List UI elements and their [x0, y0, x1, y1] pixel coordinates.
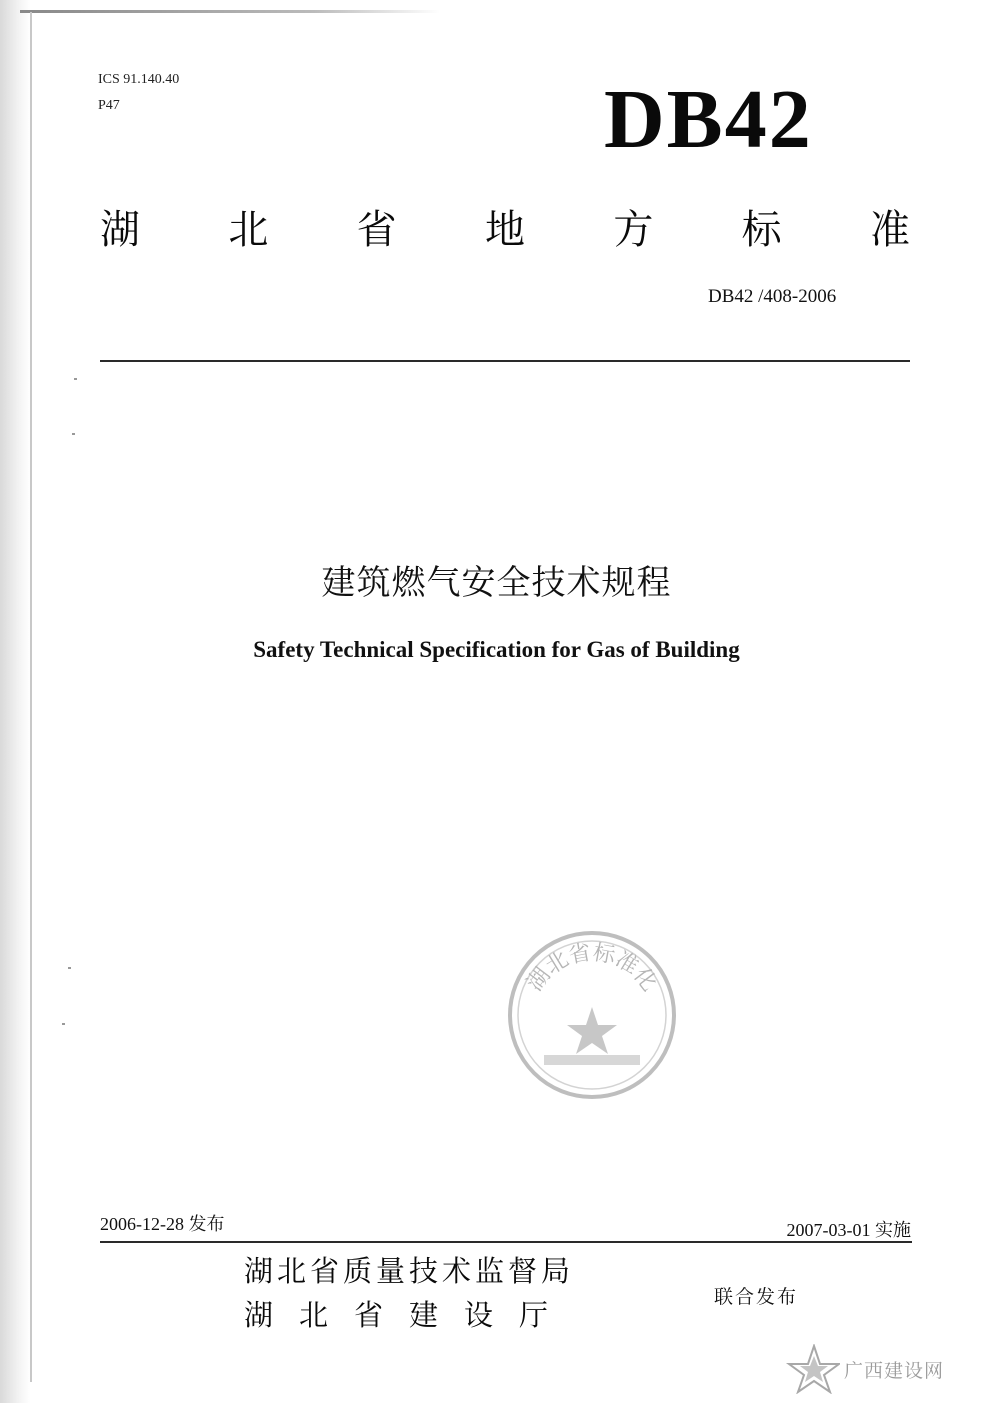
- standard-code-mark: DB42: [604, 73, 813, 166]
- standard-type-char: 准: [869, 207, 910, 253]
- effective-date: 2007-03-01 实施: [786, 1220, 911, 1240]
- standard-type-heading: [100, 198, 910, 255]
- standard-type-char: 省: [356, 207, 397, 253]
- publisher-construction-dept: 湖北省建设厅: [244, 1298, 575, 1332]
- standard-type-char: 湖: [100, 207, 140, 253]
- ics-code: ICS 91.140.40: [98, 72, 180, 87]
- scan-speck: [68, 967, 71, 969]
- joint-issue-label: 联合发布: [714, 1286, 799, 1308]
- standard-type-char: 方: [613, 207, 654, 253]
- star-logo-icon: [784, 1344, 840, 1394]
- scan-edge-top: [20, 10, 440, 13]
- standard-type-char: 地: [484, 207, 525, 253]
- standard-type-char: 北: [228, 207, 269, 253]
- publisher-quality-bureau: 湖北省质量技术监督局: [244, 1254, 575, 1288]
- standard-type-char: 标: [741, 207, 782, 253]
- issue-date: 2006-12-28 发布: [100, 1214, 225, 1234]
- divider-top: [100, 360, 910, 362]
- watermark-text: 广西建设网: [844, 1359, 945, 1382]
- divider-bottom: [100, 1241, 912, 1243]
- title-chinese: 建筑燃气安全技术规程: [321, 563, 672, 603]
- official-seal-icon: [502, 925, 682, 1105]
- scan-speck: [62, 1023, 65, 1025]
- scan-edge-left: [30, 12, 32, 1382]
- ccs-code: P47: [98, 98, 120, 113]
- scan-shadow: [0, 0, 30, 1403]
- scan-speck: [72, 433, 75, 435]
- publishers-block: [244, 1250, 574, 1338]
- standard-number: DB42 /408-2006: [708, 286, 837, 307]
- site-watermark: [784, 1344, 984, 1394]
- title-english: Safety Technical Specification for Gas of Building: [253, 637, 740, 662]
- seal-text: 湖北省标准化: [522, 940, 662, 996]
- scan-speck: [74, 378, 77, 380]
